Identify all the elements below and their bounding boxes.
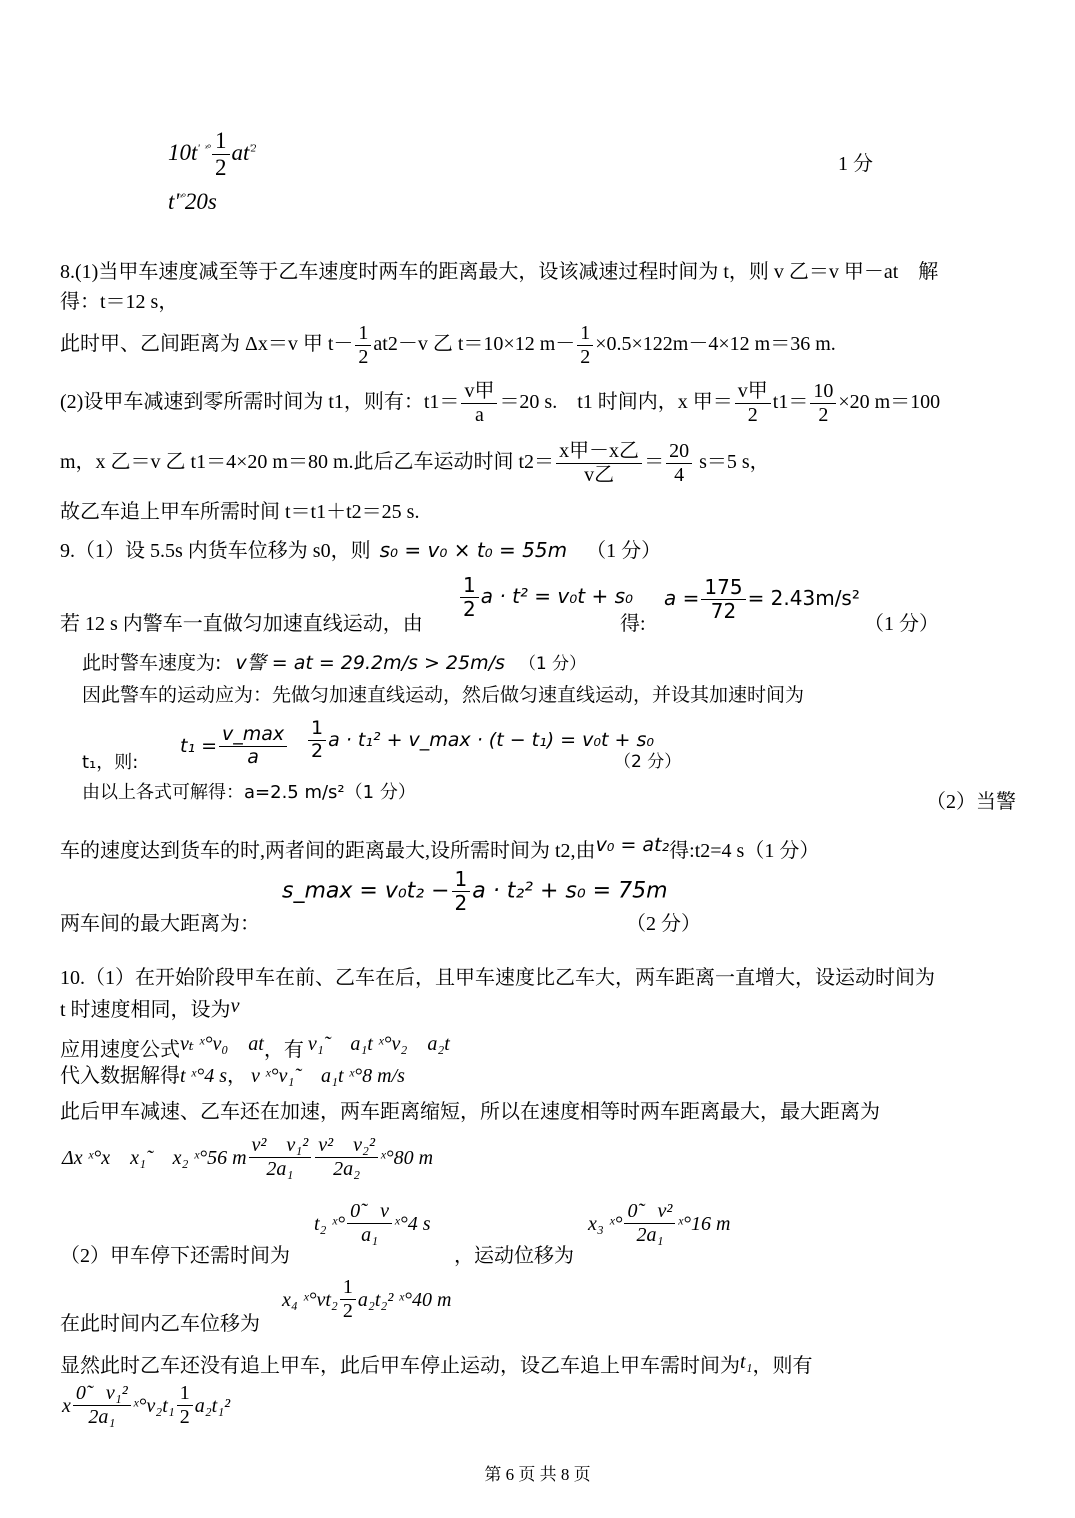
q10-eq-t2: t₂ ˣ° $\frac{0̃ v}{\text{a₁}}$ ˣ°4 s — [314, 1200, 431, 1246]
score: （2 分） — [626, 913, 701, 935]
fraction: $\frac{0̃ v}{\text{a₁}}$ — [347, 1200, 392, 1247]
q10-line5: 此后甲车减速、乙车还在加速，两车距离缩短，所以在速度相等时两车距离最大，最大距离为 — [60, 1101, 880, 1123]
fraction: $\frac{v\_\max}{a}$ — [219, 724, 287, 769]
q10-line7-label2: ，运动位移为 — [454, 1245, 574, 1267]
fraction: $\frac{10}{2}$ — [810, 380, 836, 427]
fraction: $\frac{20}{4}$ — [666, 440, 692, 487]
score: （1 分） — [864, 613, 939, 635]
score: 1 分 — [838, 153, 873, 175]
top-eq-line2: $t'^{ˣ^\circ}20s$ — [168, 189, 217, 214]
q8-line6: 故乙车追上甲车所需时间 t＝t1＋t2＝25 s. — [60, 501, 420, 523]
score: （2 分） — [614, 752, 682, 772]
fraction: $\frac{1}{2}$ — [355, 322, 371, 369]
fraction: $\frac{\text{v² v₂²}}{\text{2a₂}}$ — [315, 1134, 378, 1181]
fraction: $\frac{1}{2}$ — [340, 1276, 356, 1323]
fraction: $\frac{1}{2}$ — [308, 718, 326, 763]
fraction: $\frac{\text{x甲－x乙}}{\text{v乙}}$ — [556, 440, 642, 487]
q10-line7-label1: （2）甲车停下还需时间为 — [60, 1245, 290, 1267]
q10-line10: x $\frac{\text{0̃ v₁²}}{\text{2a₁}}$ ˣ°v₂t₁ $\frac{1}{2}$ a₂t₁² — [62, 1382, 231, 1428]
page-footer: 第 6 页 共 8 页 — [484, 1465, 591, 1484]
fraction: $\frac{\text{0̃ v₁²}}{\text{2a₁}}$ — [73, 1382, 131, 1429]
q9-line6-label: 两车间的最大距离为： — [60, 913, 260, 935]
q9-line1: 9.（1）设 5.5s 内货车位移为 s0，则 s₀ = v₀ × t₀ = 55m （1 分） — [60, 538, 662, 562]
q9-eq-smax: s_max = v₀t₂ − $\frac{1}{2}$ a · t₂² + s₀ = 75m — [282, 867, 668, 915]
q10-line8-label: 在此时间内乙车位移为 — [60, 1313, 260, 1335]
q10-line4: 代入数据解得t ˣ°4 s， v ˣ°v₁˜ a₁t ˣ°8 m/s — [60, 1065, 405, 1087]
q8-line1: 8.(1)当甲车速度减至等于乙车速度时两车的距离最大，设该减速过程时间为 t，则 v 乙＝v 甲－at 解 — [60, 261, 939, 283]
q10-line3: 应用速度公式vₜ ˣ°v₀ at，有 v₁˜ a₁t ˣ°v₂ a₂t — [60, 1033, 450, 1061]
q9-img-line1: 此时警车速度为: v警 = at = 29.2m/s > 25m/s （1 分） — [82, 652, 587, 674]
q9-de: 得: — [620, 613, 646, 635]
q8-line4: (2)设甲车减速到零所需时间为 t1，则有：t1＝ $\frac{\text{v甲}}{a}$ ＝20 s. t1 时间内，x 甲＝ $\frac{\text{v甲}}{2}$ t1＝ $\frac{10}{2}$ ×20 m＝100 — [60, 380, 941, 426]
q9-img-eq1: t₁ = $\frac{v\_\max}{a}$ — [180, 724, 289, 769]
fraction: $\frac{\text{0̃ v²}}{\text{2a₁}}$ — [624, 1200, 675, 1247]
q9-line5: 车的速度达到货车的时,两者间的距离最大,设所需时间为 t2,由v₀ = at₂得:t2=4 s（1 分） — [60, 834, 820, 862]
q10-line2: t 时速度相同，设为v — [60, 995, 240, 1021]
fraction: $\frac{\text{v甲}}{a}$ — [461, 380, 497, 427]
q9-line2: 若 12 s 内警车一直做匀加速直线运动，由 — [60, 613, 423, 635]
q8-line3: 此时甲、乙间距离为 Δx＝v 甲 t－ $\frac{1}{2}$ at2－v 乙 t＝10×12 m－ $\frac{1}{2}$ ×0.5×122m－4×12 m＝36 m. — [60, 322, 836, 368]
q9-img-line4: 由以上各式可解得：a=2.5 m/s²（1 分） — [82, 782, 416, 803]
fraction: $\frac{1}{2}$ — [460, 574, 479, 621]
fraction: $\frac{1}{2}$ — [212, 128, 230, 182]
q8-line5: m，x 乙＝v 乙 t1＝4×20 m＝80 m.此后乙车运动时间 t2＝ $\frac{\text{x甲－x乙}}{\text{v乙}}$ ＝ $\frac{20}{4}$ s＝5 s， — [60, 440, 770, 486]
q10-eq-x3: x₃ ˣ° $\frac{\text{0̃ v²}}{\text{2a₁}}$ ˣ°16 m — [588, 1200, 731, 1246]
q9-img-line2: 因此警车的运动应为：先做匀加速直线运动，然后做匀速直线运动，并设其加速时间为 — [82, 684, 805, 706]
q9-eq-line2b: a = $\frac{175}{72}$ = 2.43m/s² — [664, 575, 860, 623]
q10-line1: 10.（1）在开始阶段甲车在前、乙车在后，且甲车速度比乙车大，两车距离一直增大，设运动时间为 — [60, 967, 935, 989]
fraction: $\frac{1}{2}$ — [177, 1382, 193, 1429]
q9-img-eq2: $\frac{1}{2}$ a · t₁² + v_max · (t − t₁) = v₀t + s₀ — [306, 718, 654, 763]
q10-eq-x4: x₄ ˣ°vt₂ $\frac{1}{2}$ a₂t₂² ˣ°40 m — [282, 1276, 452, 1322]
fraction: $\frac{1}{2}$ — [452, 868, 471, 915]
q10-line6: Δx ˣ°x x₁˜ x₂ ˣ°56 m $\frac{\text{v² v₁²}}{\text{2a₁}}$ $\frac{\text{v² v₂²}}{\text{2a₂}}$ ˣ°80 m — [62, 1134, 434, 1180]
q10-line9: 显然此时乙车还没有追上甲车，此后甲车停止运动，设乙车追上甲车需时间为t₁，则有 — [60, 1351, 813, 1377]
fraction: $\frac{\text{v² v₁²}}{\text{2a₁}}$ — [249, 1134, 312, 1181]
q9-img-line3-label: t₁，则: — [82, 752, 139, 773]
q8-line2: 得：t＝12 s， — [60, 291, 179, 313]
fraction: $\frac{175}{72}$ — [701, 576, 745, 623]
fraction: $\frac{1}{2}$ — [577, 322, 593, 369]
q9-right-note: （2）当警 — [926, 791, 1016, 813]
fraction: $\frac{\text{v甲}}{2}$ — [735, 380, 771, 427]
q9-eq-line2a: $\frac{1}{2}$ a · t² = v₀t + s₀ — [458, 574, 633, 621]
top-eq-line1: 10t' $^{ˣ^\circ}$ $\frac{1}{2}$ $at^{'2}$ — [168, 128, 256, 181]
